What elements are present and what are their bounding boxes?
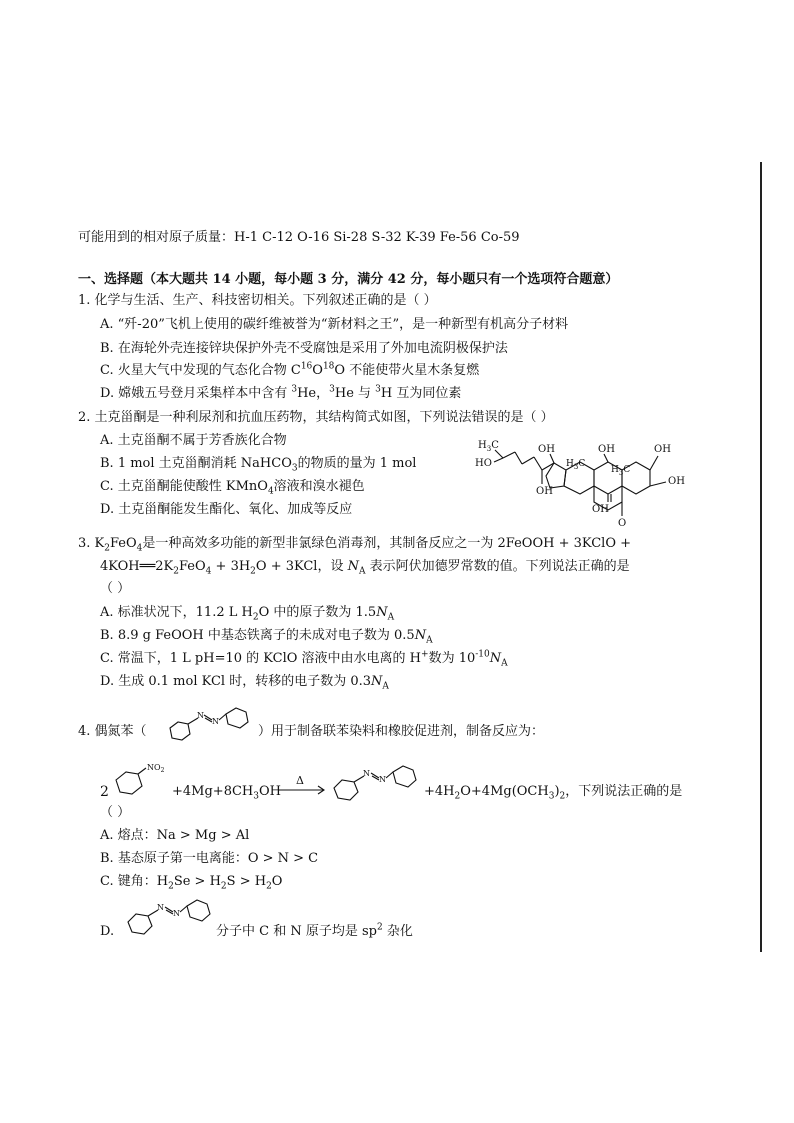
product-n-2: N [379,775,386,784]
q4-answer-paren: （ ） [100,805,131,820]
turkesterone-structure [470,432,700,532]
q3-stem-line2: $4KOH══2K_2FeO_4 + 3H_2O + 3KCl$，设 $N_A$ 表示阿伏加德罗常数的值。下列说法正确的是 [100,559,630,577]
q4-option-d-text: 分子中 C 和 N 原子均是 $sp^2$ 杂化 [216,922,413,939]
nitrobenzene-structure [106,760,166,804]
reaction-reagents: $+4Mg+8CH_3OH$ [172,784,281,802]
q3-answer-paren: （ ） [100,581,131,596]
struct-ketone-o: O [618,518,627,529]
q2-option-d: D. 土克甾酮能发生酯化、氧化、加成等反应 [100,502,353,517]
struct-h3c-2: $H_3C$ [566,459,586,471]
q2-stem: 2. 土克甾酮是一种利尿剂和抗血压药物，其结构简式如图，下列说法错误的是（ ） [78,410,554,425]
q2-option-c: C. 土克甾酮能使酸性 KMnO$_4$溶液和溴水褪色 [100,479,365,497]
q3-option-d: D. 生成 0.1 mol KCl 时，转移的电子数为 $0.3N_A$ [100,674,389,692]
heat-symbol: Δ [296,774,304,787]
q3-option-c: C. 常温下，1 L pH=10 的 KClO 溶液中由水电离的 H+数为 $10^{-10}N_A$ [100,649,508,669]
struct-oh-6: OH [592,504,609,515]
q1-stem: 1. 化学与生活、生产、科技密切相关。下列叙述正确的是（ ） [78,293,437,308]
q4-option-c: C. 键角：$H_2Se > H_2S > H_2O$ [100,874,283,892]
azobenzene-option-d-structure [124,894,218,938]
q1-option-a: A. “歼-20”飞机上使用的碳纤维被誉为“新材料之王”，是一种新型有机高分子材料 [100,317,569,332]
q3-stem-line1: 3. $K_2FeO_4$是一种高效多功能的新型非氯绿色消毒剂，其制备反应之一为 2FeOOH + 3KClO + [78,536,632,554]
reaction-coefficient: 2 [100,784,109,800]
q4-option-b: B. 基态原子第一电离能：O > N > C [100,851,319,866]
reaction-arrow [276,774,328,796]
azo-n-2: N [212,717,219,726]
q4-option-a: A. 熔点：Na > Mg > Al [100,828,250,843]
atomic-masses-line: 可能用到的相对原子质量：H-1 C-12 O-16 Si-28 S-32 K-39 Fe-56 Co-59 [78,230,520,245]
q4-stem-suffix: ）用于制备联苯染料和橡胶促进剂，制备反应为： [258,724,545,739]
reaction-products: $+4H_2O+4Mg(OCH_3)_2$，下列说法正确的是 [424,784,683,802]
q4-option-d-label: D. [100,924,115,939]
azobenzene-inline-structure [162,702,262,746]
struct-oh-5: OH [668,476,685,487]
q1-option-c: C. 火星大气中发现的气态化合物 $C^{16}O^{18}O$ 不能使带火星木条复燃 [100,361,480,378]
q1-option-b: B. 在海轮外壳连接锌块保护外壳不受腐蚀是采用了外加电流阴极保护法 [100,341,508,356]
option-d-n-1: N [157,903,164,912]
q1-option-d: D. 嫦娥五号登月采集样本中含有 $^3$He，$^3$He 与 $^3$H 互为同位素 [100,384,462,401]
struct-oh-4: OH [654,444,671,455]
azo-n-1: N [197,711,204,720]
page-margin-line [760,162,762,952]
q3-option-b: B. 8.9 g FeOOH 中基态铁离子的未成对电子数为 $0.5N_A$ [100,628,433,646]
q2-option-b: B. 1 mol 土克甾酮消耗 NaHCO$_3$的物质的量为 1 mol [100,456,417,474]
section-title: 一、选择题（本大题共 14 小题，每小题 3 分，满分 42 分，每小题只有一个选项符合题意） [78,272,619,287]
struct-oh-1: OH [536,486,553,497]
struct-oh-2: OH [538,444,555,455]
nitro-group-label: $NO_2$ [147,763,165,774]
struct-h3c: $H_3C$ [478,440,499,453]
q2-option-a: A. 土克甾酮不属于芳香族化合物 [100,433,287,448]
product-n-1: N [363,769,370,778]
struct-oh-3: OH [598,444,615,455]
q4-stem-prefix: 4. 偶氮苯（ [78,724,147,739]
q3-option-a: A. 标准状况下，11.2 L $H_2O$ 中的原子数为 $1.5N_A$ [100,605,395,623]
azobenzene-product-structure [330,760,424,804]
struct-h3c-3: $H_3C$ [611,465,631,477]
option-d-n-2: N [173,909,180,918]
struct-ho-1: HO [475,458,492,469]
